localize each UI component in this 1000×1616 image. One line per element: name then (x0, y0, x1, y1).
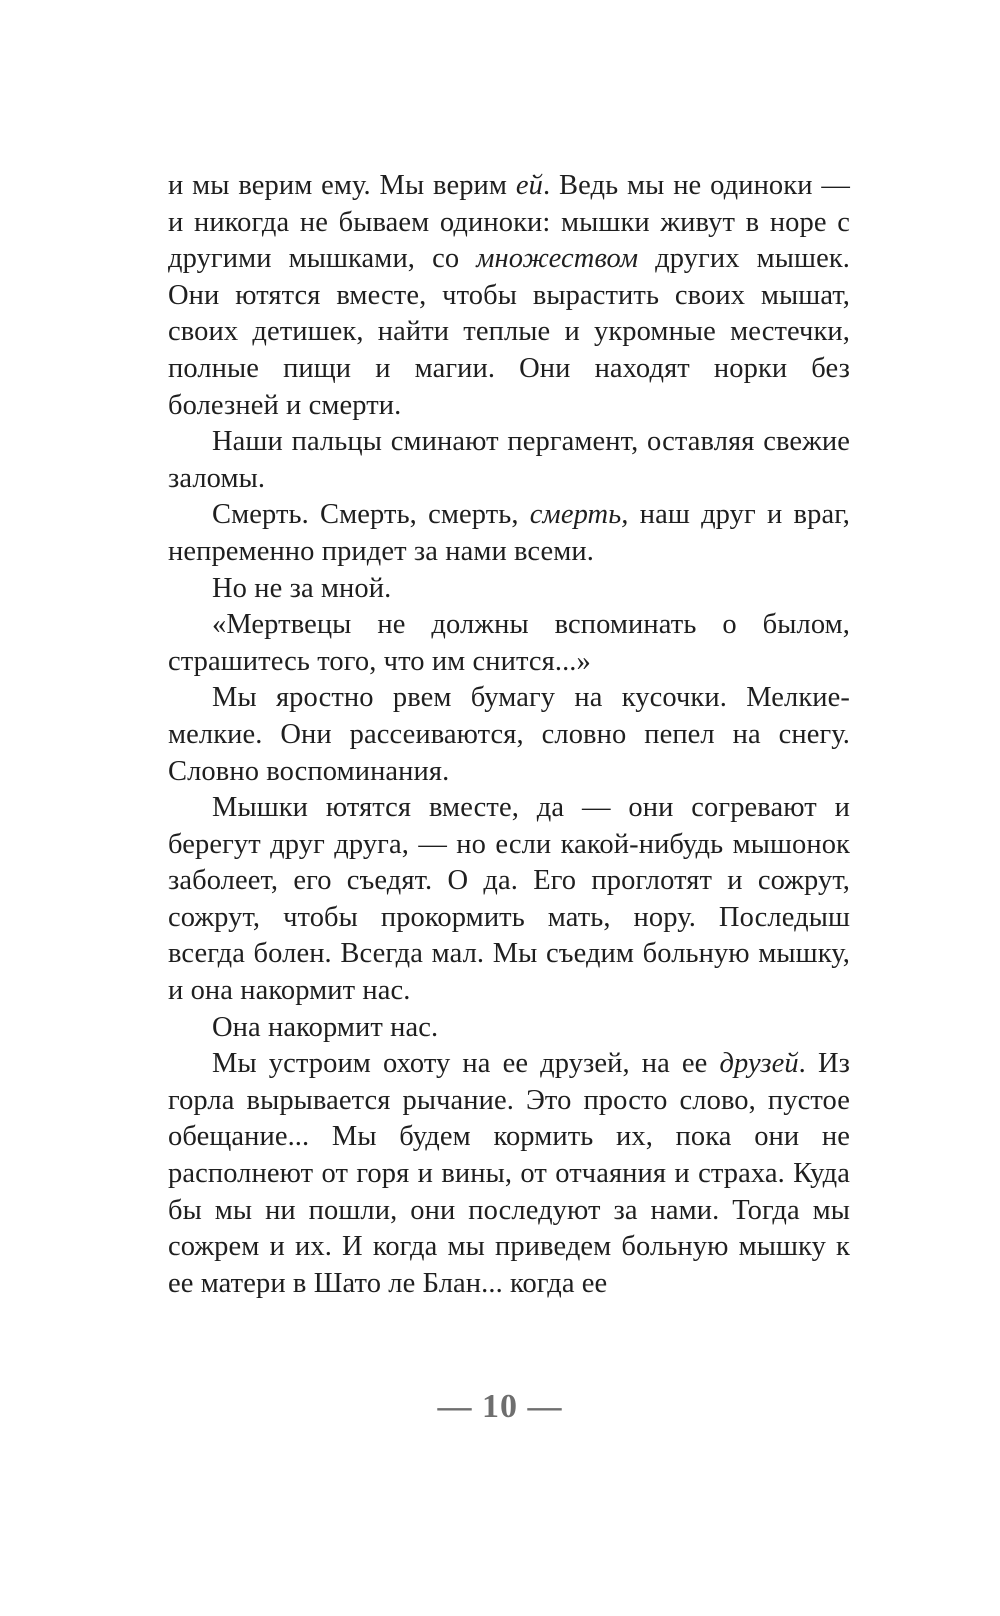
text-run: других мышек. Они ютятся вместе, чтобы вырастить своих мышат, своих детишек, найти теплые и укромные местечки, полные пищи и магии. Они находят норки без болезней и смерти. (168, 243, 851, 421)
text-run: Мы яростно рвем бумагу на кусочки. Мелкие-мелкие. Они рассеиваются, словно пепел на снегу. Словно воспоминания. (168, 682, 850, 787)
italic-text: друзей (719, 1048, 799, 1080)
paragraph (168, 424, 850, 497)
text-run: наш друг и враг, непременно придет за нами всеми. (168, 499, 850, 567)
text-run: . Ведь мы не одиноки — и никогда не бываем одиноки: мышки живут в норе с другими мышками, со (168, 170, 850, 275)
paragraph (168, 607, 850, 680)
paragraph (168, 1010, 850, 1047)
italic-text: множеством (476, 243, 639, 275)
text-run: «Мертвецы не должны вспоминать о былом, страшитесь того, что им снится...» (168, 609, 850, 677)
text-run: Мы устроим охоту на ее друзей, на ее (212, 1048, 720, 1080)
paragraph (168, 680, 850, 790)
paragraph (168, 1046, 850, 1302)
text-run: Мышки ютятся вместе, да — они согревают и берегут друг друга, — но если какой-нибудь мышонок заболеет, его съедят. О да. Его проглотят и сожрут, сожрут, чтобы прокормить мать, нору. Последыш всегда болен. Всегда мал. Мы съедим больную мышку, и она накормит нас. (168, 792, 850, 1007)
paragraph (168, 497, 850, 570)
text-run: Она накормит нас. (212, 1011, 439, 1043)
page-body-text (168, 168, 850, 1302)
italic-text: ей (515, 170, 543, 201)
paragraph (168, 168, 850, 424)
text-run: и мы верим ему. Мы верим (168, 170, 516, 201)
paragraph (168, 790, 850, 1010)
text-run: . Из горла вырывается рычание. Это просто слово, пустое обещание... Мы будем кормить их, пока они не располнеют от горя и вины, от отчаяния и страха. Куда бы мы ни пошли, они последуют за нами. Тогда мы сожрем и их. И когда мы приведем больную мышку к ее матери в Шато ле Блан... когда ее (168, 1048, 850, 1299)
italic-text: смерть, (529, 499, 629, 531)
page-number: — 10 — (437, 1388, 563, 1425)
text-run: Смерть. Смерть, смерть, (212, 499, 530, 531)
paragraph (168, 571, 850, 608)
text-run: Но не за мной. (212, 572, 392, 604)
text-run: Наши пальцы сминают пергамент, оставляя свежие заломы. (168, 426, 850, 494)
